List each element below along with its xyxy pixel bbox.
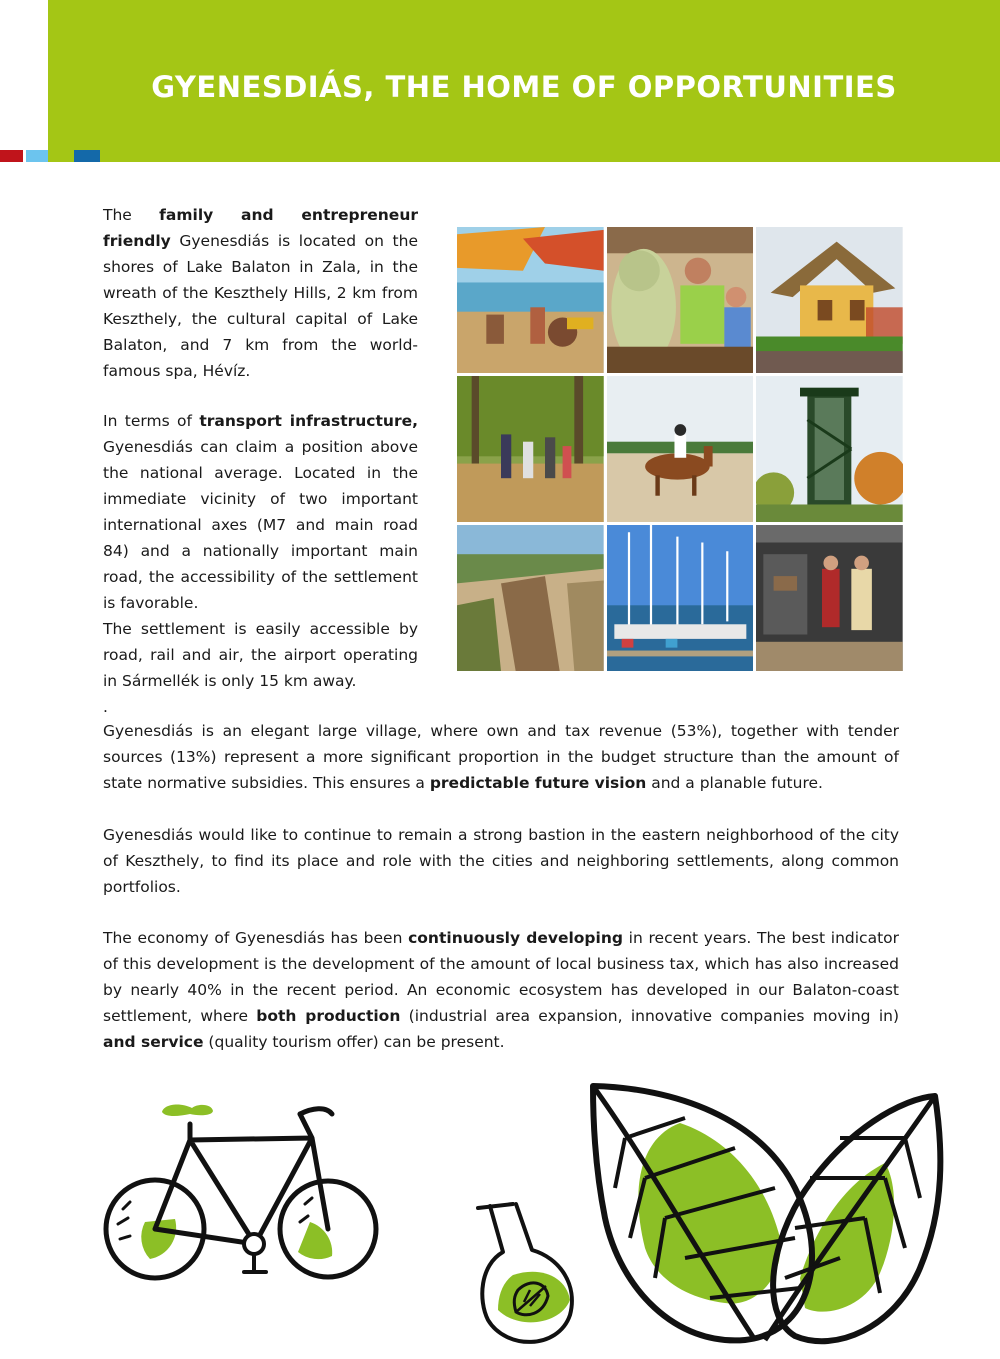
bastion-paragraph: Gyenesdiás would like to continue to remain a strong bastion in the eastern neighborhood of the city of Keszthely, to find its place and role with the cities and neighboring settlements, along common portfolios. — [103, 826, 899, 896]
stray-dot: . — [103, 698, 108, 716]
thatched-house-photo — [756, 227, 903, 373]
dark-blue-stripe — [74, 150, 100, 162]
intro-paragraph: The family and entrepreneur friendly Gyenesdiás is located on the shores of Lake Balaton in Zala, in the wreath of the Keszthely Hills, 2 km from Keszthely, the cultural capital of Lake Balaton, and 7 km from the world-famous spa, Hévíz. — [103, 206, 418, 380]
flask-illustration — [468, 1190, 588, 1350]
header-banner — [48, 0, 1000, 162]
red-stripe — [0, 150, 23, 162]
page-title: GYENESDIÁS, THE HOME OF OPPORTUNITIES — [151, 70, 897, 104]
horse-rider-photo — [607, 376, 754, 522]
lookout-tower-photo — [756, 376, 903, 522]
forest-hikers-photo — [457, 376, 604, 522]
transport-paragraph: In terms of transport infrastructure, Gyenesdiás can claim a position above the national average. Located in the immediate vicinity of two important international axes (M7 and main road 84) and a nationally important main road, the accessibility of the settlement is favorable. — [103, 412, 418, 612]
pottery-workshop-photo — [607, 227, 754, 373]
access-paragraph: The settlement is easily accessible by road, rail and air, the airport operating in Sármellék is only 15 km away. — [103, 620, 418, 690]
photo-collage — [457, 227, 903, 671]
budget-paragraph: Gyenesdiás is an elegant large village, where own and tax revenue (53%), together with tender sources (13%) represent a more significant proportion in the budget structure than the amount of state normative subsidies. This ensures a predictable future vision and a planable future. — [103, 722, 899, 792]
marina-sailboats-photo — [607, 525, 754, 671]
bicycle-illustration — [100, 1094, 380, 1284]
economy-paragraph: The economy of Gyenesdiás has been continuously developing in recent years. The best indicator of this development is the development of the amount of local business tax, which has also increased by nearly 40% in the recent period. An economic ecosystem has developed in our Balaton-coast settlement, where both production (industrial area expansion, innovative companies moving in) and service (quality tourism offer) can be present. — [103, 929, 900, 1051]
leaves-illustration — [585, 1078, 955, 1348]
sand-canyon-photo — [457, 525, 604, 671]
beach-umbrellas-photo — [457, 227, 604, 373]
light-blue-stripe — [26, 150, 48, 162]
museum-exhibit-photo — [756, 525, 903, 671]
